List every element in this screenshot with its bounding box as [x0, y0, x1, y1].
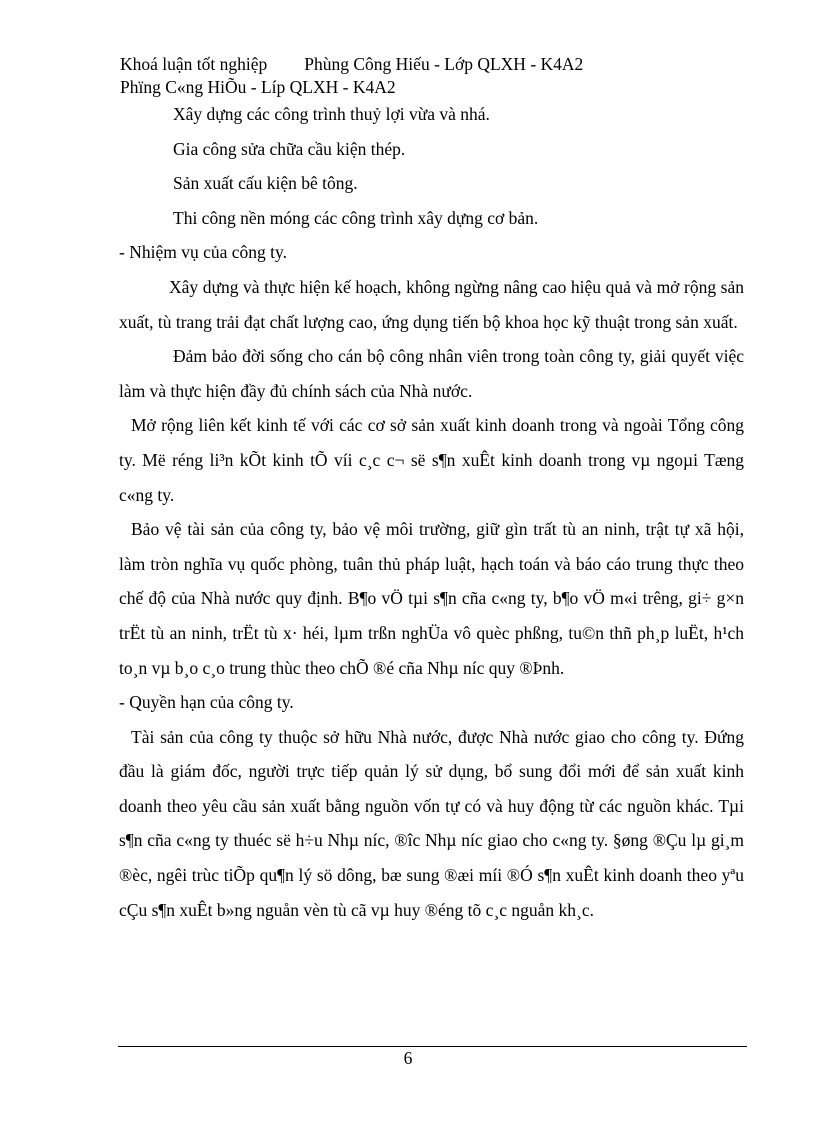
header-thesis-title: Khoá luận tốt nghiệp [120, 54, 268, 74]
document-body [119, 97, 744, 927]
paragraph-livelihood: Đảm bảo đời sống cho cán bộ công nhân viên trong toàn công ty, giải quyết việc làm và thực hiện đầy đủ chính sách của Nhà nước. [119, 346, 744, 401]
page-number: 6 [403, 1048, 413, 1068]
list-item-foundation: Thi công nền móng các công trình xây dựng cơ bản. [173, 207, 539, 228]
footer-divider [118, 1046, 747, 1047]
list-item-concrete: Sản xuất cấu kiện bê tông. [173, 173, 358, 194]
paragraph-protection: Bảo vệ tài sản của công ty, bảo vệ môi trường, giữ gìn trất tù an ninh, trật tự xã hội, làm tròn nghĩa vụ quốc phòng, tuân thủ pháp luật, hạch toán và báo cáo trung thực theo chế độ của Nhà nước quy định. B¶o vÖ tµi s¶n cña c«ng ty, b¶o vÖ m«i trêng, gi÷ g×n trËt tù an ninh, trËt tù x· héi, lµm trßn nghÜa vô quèc phßng, tu©n thñ ph¸p luËt, h¹ch to¸n vµ b¸o c¸o trung thùc theo chÕ ®é cña Nhµ níc quy ®Þnh. [119, 519, 744, 678]
list-item-steel: Gia công sửa chữa cầu kiện thép. [173, 138, 406, 159]
paragraph-plan: Xây dựng và thực hiện kế hoạch, không ngừng nâng cao hiệu quả và mở rộng sản xuất, tù trang trải đạt chất lượng cao, ứng dụng tiến bộ khoa học kỹ thuật trong sản xuất. [119, 276, 744, 332]
header-legacy-encoding: Phïng C«ng HiÕu - Líp QLXH - K4A2 [120, 77, 396, 97]
page-header [120, 54, 583, 75]
paragraph-assets: Tài sản của công ty thuộc sở hữu Nhà nước, được Nhà nước giao cho công ty. Đứng đầu là giám đốc, người trực tiếp quản lý sử dụng, bổ sung đổi mới để sản xuất kinh doanh theo yêu cầu sản xuất bằng nguồn vốn tự có và huy động từ các nguồn khác. Tµi s¶n cña c«ng ty thuéc së h÷u Nhµ níc, ®îc Nhµ níc giao cho c«ng ty. §øng ®Çu lµ gi¸m ®èc, ngêi trùc tiÕp qu¶n lý sö dông, bæ sung ®æi míi ®Ó s¶n xuÊt kinh doanh theo yªu cÇu s¶n xuÊt b»ng nguån vèn tù cã vµ huy ®éng tõ c¸c nguån kh¸c. [119, 726, 744, 920]
section-heading-duties: - Nhiệm vụ của công ty. [119, 242, 287, 263]
list-item-irrigation: Xây dựng các công trình thuỷ lợi vừa và nhá. [173, 104, 490, 124]
paragraph-cooperation: Mở rộng liên kết kinh tế với các cơ sở sản xuất kinh doanh trong và ngoài Tổng công ty. Më réng li³n kÕt kinh tÕ víi c¸c c¬ së s¶n xuÊt kinh doanh trong vµ ngoµi Tæng c«ng ty. [119, 415, 744, 505]
section-heading-rights: - Quyền hạn của công ty. [119, 692, 294, 713]
header-author-class: Phùng Công Hiếu - Lớp QLXH - K4A2 [304, 54, 584, 74]
